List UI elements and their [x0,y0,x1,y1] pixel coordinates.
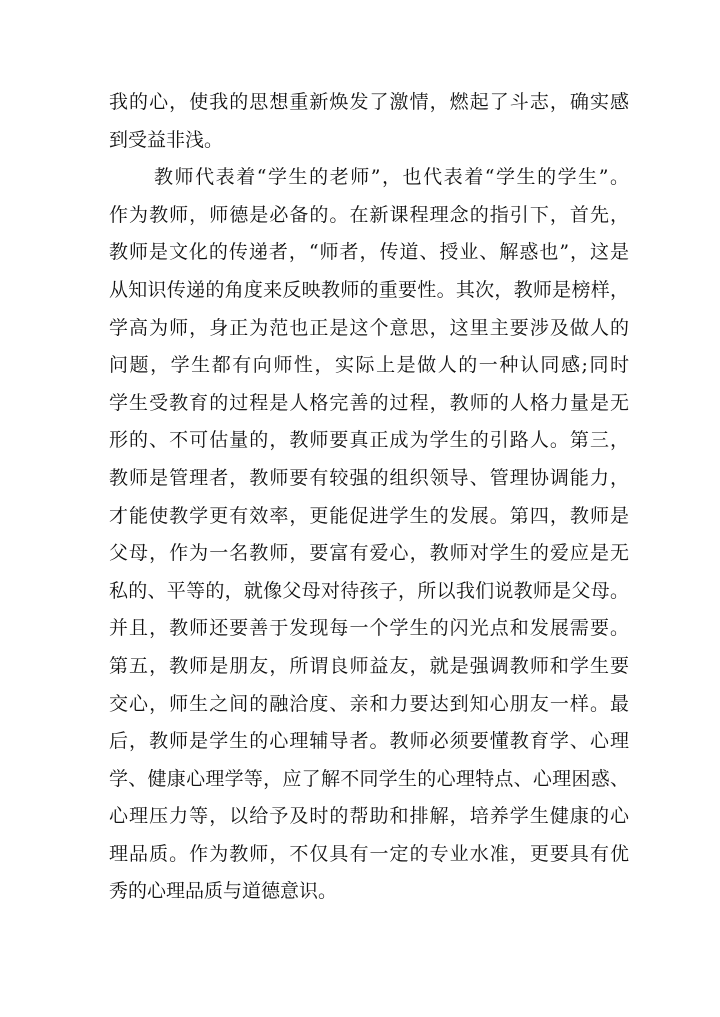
paragraph-2-line-12: 私的、平等的，就像父母对待孩子，所以我们说教师是父母。 [109,579,629,602]
paragraph-2-line-1: 教师代表着“学生的老师”，也代表着“学生的学生”。 [154,166,629,189]
document-body [109,84,629,911]
paragraph-2-line-10: 才能使教学更有效率，更能促进学生的发展。第四，教师是 [109,504,629,527]
paragraph-2-line-3: 教师是文化的传递者，“师者，传道、授业、解惑也”，这是 [109,241,629,264]
paragraph-2-line-19: 理品质。作为教师，不仅具有一定的专业水准，更要具有优 [109,842,629,865]
paragraph-1-line-2: 到受益非浅。 [109,128,224,151]
paragraph-2-line-5: 学高为师，身正为范也正是这个意思，这里主要涉及做人的 [109,316,629,339]
paragraph-2-line-20: 秀的心理品质与道德意识。 [109,880,338,903]
paragraph-2-line-13: 并且，教师还要善于发现每一个学生的闪光点和发展需要。 [109,617,629,640]
paragraph-2-line-15: 交心，师生之间的融洽度、亲和力要达到知心朋友一样。最 [109,692,629,715]
paragraph-2-line-9: 教师是管理者，教师要有较强的组织领导、管理协调能力， [109,466,629,489]
paragraph-2-line-8: 形的、不可估量的，教师要真正成为学生的引路人。第三， [109,429,629,452]
paragraph-2-line-4: 从知识传递的角度来反映教师的重要性。其次，教师是榜样， [109,278,629,301]
paragraph-2-line-7: 学生受教育的过程是人格完善的过程，教师的人格力量是无 [109,391,629,414]
paragraph-2-line-17: 学、健康心理学等，应了解不同学生的心理特点、心理困惑、 [109,767,629,790]
paragraph-2-line-11: 父母，作为一名教师，要富有爱心，教师对学生的爱应是无 [109,542,629,565]
paragraph-2-line-6: 问题，学生都有向师性，实际上是做人的一种认同感;同时 [109,354,629,377]
paragraph-2-line-16: 后，教师是学生的心理辅导者。教师必须要懂教育学、心理 [109,730,629,753]
paragraph-2-line-2: 作为教师，师德是必备的。在新课程理念的指引下，首先， [109,203,629,226]
paragraph-1-line-1: 我的心，使我的思想重新焕发了激情，燃起了斗志，确实感 [109,91,629,113]
paragraph-2-line-18: 心理压力等，以给予及时的帮助和排解，培养学生健康的心 [109,805,629,828]
paragraph-2-line-14: 第五，教师是朋友，所谓良师益友，就是强调教师和学生要 [109,654,629,677]
